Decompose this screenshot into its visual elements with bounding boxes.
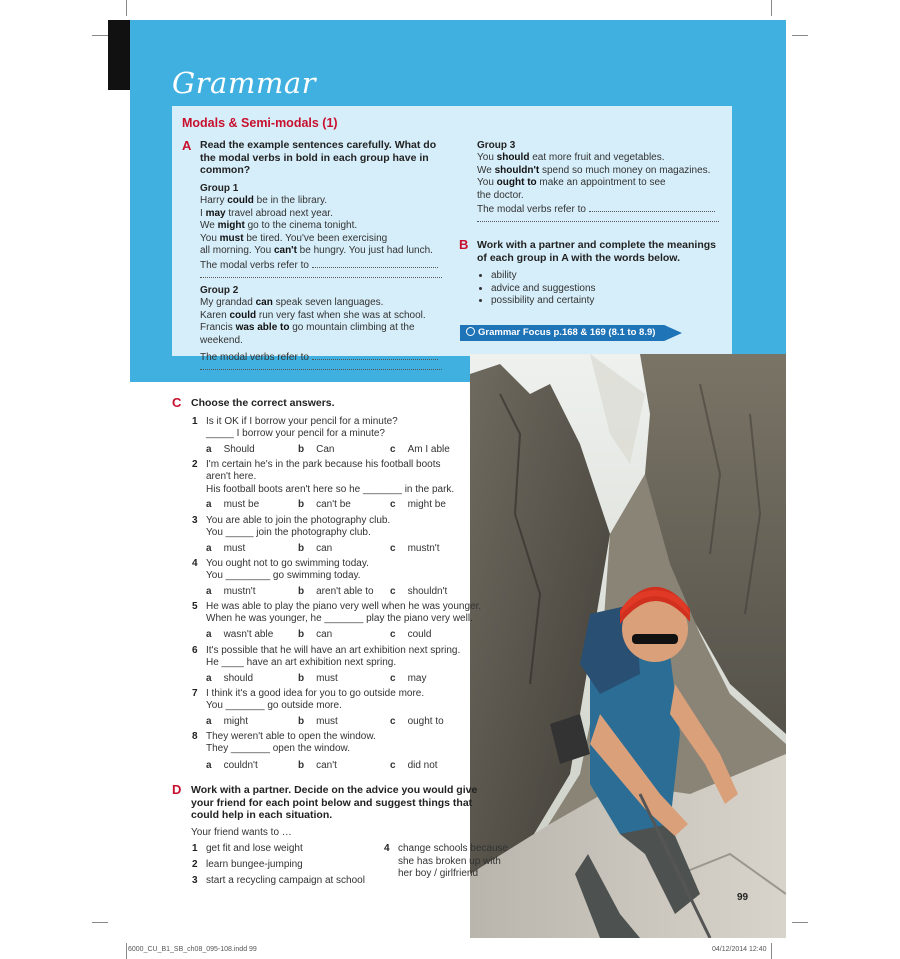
meaning-list xyxy=(477,270,596,308)
option-c[interactable]: c might be xyxy=(390,499,446,510)
section-c-instruction: Choose the correct answers. xyxy=(191,397,335,409)
list-item: • possibility and certainty xyxy=(491,295,596,308)
option-c[interactable]: c may xyxy=(390,673,427,684)
option-a[interactable]: a must be xyxy=(206,499,260,510)
option-a[interactable]: a should xyxy=(206,673,254,684)
question-number: 6 xyxy=(192,645,198,656)
item-number: 4 xyxy=(384,843,390,854)
option-a[interactable]: a might xyxy=(206,716,249,727)
question-text: They weren't able to open the window. They _______ open the window. xyxy=(206,731,376,755)
question-number: 5 xyxy=(192,601,198,612)
option-b[interactable]: b Can xyxy=(298,444,335,455)
item-number: 1 xyxy=(192,843,198,854)
question-number: 2 xyxy=(192,459,198,470)
item-number: 2 xyxy=(192,859,198,870)
grammar-focus-label[interactable]: Grammar Focus p.168 & 169 (8.1 to 8.9) xyxy=(466,327,655,338)
crop-mark xyxy=(771,943,772,959)
group3-sentences: You should eat more fruit and vegetables. We shouldn't spend so much money on magazines. You ought to make an appointment to see the doctor. The modal verbs refer to xyxy=(477,152,727,217)
option-c[interactable]: c could xyxy=(390,629,432,640)
section-b-letter: B xyxy=(459,237,469,252)
panel-heading: Modals & Semi-modals (1) xyxy=(182,116,338,130)
question-text: You ought not to go swimming today. You ________ go swimming today. xyxy=(206,558,369,582)
climber-photo xyxy=(470,354,786,938)
question-number: 8 xyxy=(192,731,198,742)
answer-line[interactable] xyxy=(200,369,442,370)
crop-mark xyxy=(792,922,808,923)
chapter-tab xyxy=(108,20,130,90)
option-b[interactable]: b aren't able to xyxy=(298,586,374,597)
section-d-letter: D xyxy=(172,782,182,797)
page-number: 99 xyxy=(737,892,749,903)
question-text: I'm certain he's in the park because his football boots aren't here. His football boots aren't here so he _______ in the park. xyxy=(206,459,455,495)
option-a[interactable]: a mustn't xyxy=(206,586,256,597)
list-item: • ability xyxy=(491,270,596,283)
option-a[interactable]: a couldn't xyxy=(206,760,258,771)
mountain-illustration xyxy=(470,354,786,938)
section-c-letter: C xyxy=(172,395,182,410)
footer-filename: 6000_CU_B1_SB_ch08_095-108.indd 99 xyxy=(128,946,257,953)
refresh-icon xyxy=(466,327,475,336)
crop-mark xyxy=(92,35,108,36)
section-d-intro: Your friend wants to … xyxy=(191,827,292,838)
page-title: Grammar xyxy=(172,66,316,100)
option-b[interactable]: b can't xyxy=(298,760,337,771)
answer-line[interactable] xyxy=(200,277,442,278)
option-a[interactable]: a must xyxy=(206,543,246,554)
group1-sentences: Harry could be in the library. I may travel abroad next year. We might go to the cinema tonight. You must be tired. You've been exercising all morning. You can't be hungry. You just had lunch. The modal verbs refer to xyxy=(200,195,460,273)
footer-timestamp: 04/12/2014 12:40 xyxy=(712,946,767,953)
option-c[interactable]: c did not xyxy=(390,760,438,771)
section-a-letter: A xyxy=(182,138,192,153)
question-text: It's possible that he will have an art exhibition next spring. He ____ have an art exhibition next spring. xyxy=(206,645,461,669)
answer-line[interactable] xyxy=(477,221,719,222)
item-text: start a recycling campaign at school xyxy=(206,875,365,886)
option-c[interactable]: c mustn't xyxy=(390,543,440,554)
list-item: • advice and suggestions xyxy=(491,283,596,296)
option-b[interactable]: b must xyxy=(298,673,338,684)
question-number: 3 xyxy=(192,515,198,526)
option-a[interactable]: a wasn't able xyxy=(206,629,274,640)
option-a[interactable]: a Should xyxy=(206,444,255,455)
section-b-instruction: Work with a partner and complete the meanings of each group in A with the words below. xyxy=(477,239,717,264)
question-text: I think it's a good idea for you to go outside more. You _______ go outside more. xyxy=(206,688,425,712)
item-text: learn bungee-jumping xyxy=(206,859,303,870)
option-b[interactable]: b can xyxy=(298,629,333,640)
option-c[interactable]: c ought to xyxy=(390,716,444,727)
section-d-instruction: Work with a partner. Decide on the advice you would give your friend for each point below and suggest things that could help in each situation. xyxy=(191,784,478,821)
option-c[interactable]: c Am I able xyxy=(390,444,450,455)
group1-heading: Group 1 xyxy=(200,183,239,194)
question-number: 7 xyxy=(192,688,198,699)
item-text: change schools because she has broken up with her boy / girlfriend xyxy=(398,843,509,880)
group2-refer: The modal verbs refer to xyxy=(200,350,460,365)
question-text: You are able to join the photography club. You _____ join the photography club. xyxy=(206,515,391,539)
crop-mark xyxy=(126,943,127,959)
group3-heading: Group 3 xyxy=(477,140,516,151)
question-number: 4 xyxy=(192,558,198,569)
item-number: 3 xyxy=(192,875,198,886)
option-b[interactable]: b can't be xyxy=(298,499,351,510)
question-text: Is it OK if I borrow your pencil for a minute? _____ I borrow your pencil for a minute? xyxy=(206,416,398,440)
option-b[interactable]: b must xyxy=(298,716,338,727)
crop-mark xyxy=(126,0,127,16)
crop-mark xyxy=(771,0,772,16)
section-a-instruction: Read the example sentences carefully. What do the modal verbs in bold in each group have in common? xyxy=(200,139,437,176)
crop-mark xyxy=(92,922,108,923)
group2-heading: Group 2 xyxy=(200,285,239,296)
item-text: get fit and lose weight xyxy=(206,843,303,854)
group2-sentences: My grandad can speak seven languages. Karen could run very fast when she was at school. Francis was able to go mountain climbing at the weekend. xyxy=(200,297,426,346)
question-text: He was able to play the piano very well when he was younger. When he was younger, he _______ play the piano very well. xyxy=(206,601,482,625)
question-number: 1 xyxy=(192,416,198,427)
option-c[interactable]: c shouldn't xyxy=(390,586,448,597)
crop-mark xyxy=(792,35,808,36)
option-b[interactable]: b can xyxy=(298,543,333,554)
